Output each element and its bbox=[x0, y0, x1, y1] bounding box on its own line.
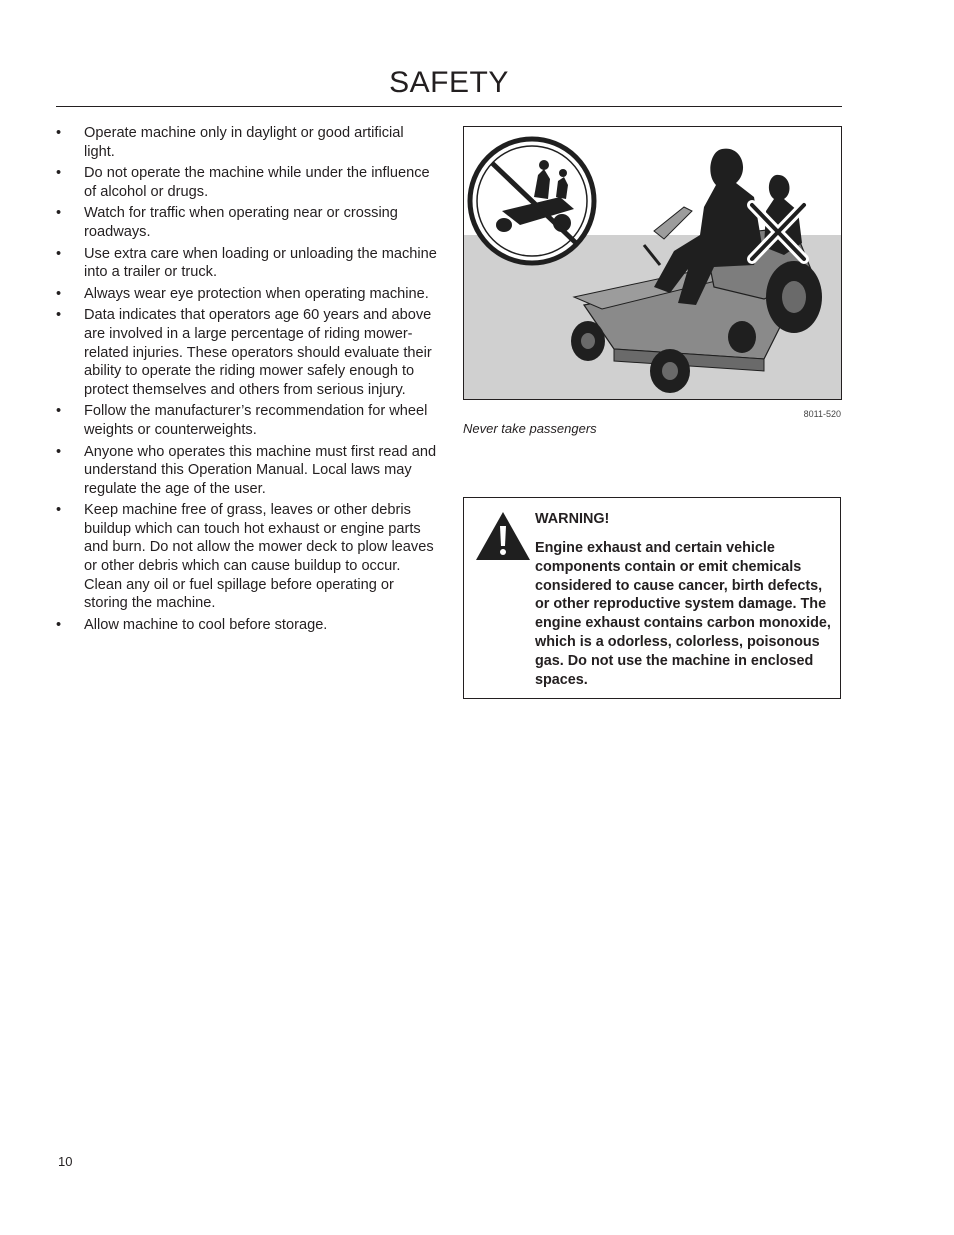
list-item-text: Use extra care when loading or unloading the machine into a trailer or truck. bbox=[84, 245, 437, 281]
page-title: SAFETY bbox=[389, 66, 509, 99]
list-item-text: Do not operate the machine while under the influence of alcohol or drugs. bbox=[84, 165, 430, 200]
warning-triangle-icon bbox=[474, 510, 532, 562]
rear-caster bbox=[728, 321, 756, 353]
list-item: • Data indicates that operators age 60 years and above are involved in a large percentage of riding mower-related injuries. These operators should evaluate their ability to operate the riding mower safely enough to protect themselves and others from serious injury. bbox=[56, 307, 432, 398]
list-item-text: Operate machine only in daylight or good artificial light. bbox=[84, 125, 404, 160]
list-item: • Allow machine to cool before storage. bbox=[56, 616, 328, 633]
list-item: • Use extra care when loading or unloading the machine into a trailer or truck. bbox=[56, 245, 437, 281]
list-item-text: Data indicates that operators age 60 years and above are involved in a large percentage of riding mower-related injuries. These operators should evaluate their ability to operate the riding mower safely enough to protect themselves and others from serious injury. bbox=[84, 307, 432, 398]
list-item-text: Anyone who operates this machine must first read and understand this Operation Manual. Local laws may regulate the age of the user. bbox=[84, 443, 437, 497]
figure-caption: Never take passengers bbox=[463, 421, 597, 436]
list-item-text: Always wear eye protection when operating machine. bbox=[84, 285, 429, 302]
passenger-illustration bbox=[463, 126, 842, 400]
list-item-text: Keep machine free of grass, leaves or other debris buildup which can touch hot exhaust or engine parts and burn. Do not allow the mower deck to plow leaves or other debris which can cause buildup to occur. Clean any oil or fuel spillage before operating or storing the machine. bbox=[84, 502, 434, 612]
warning-box bbox=[463, 497, 841, 699]
list-item: • Anyone who operates this machine must first read and understand this Operation Manual. Local laws may regulate the age of the user. bbox=[56, 443, 437, 497]
list-item-text: Allow machine to cool before storage. bbox=[84, 616, 328, 633]
warning-text: Engine exhaust and certain vehicle components contain or emit chemicals considered to cause cancer, birth defects, or other reproductive system damage. The engine exhaust contains carbon monoxide, which is a odorless, colorless, poisonous gas. Do not use the machine in enclosed spaces. bbox=[535, 540, 831, 688]
list-item: • Follow the manufacturer’s recommendation for wheel weights or counterweights. bbox=[56, 403, 428, 438]
list-item: • Watch for traffic when operating near or crossing roadways. bbox=[56, 205, 398, 240]
safety-bullet-list bbox=[56, 124, 438, 637]
figure-code: 8011-520 bbox=[803, 409, 841, 419]
list-item: • Always wear eye protection when operating machine. bbox=[56, 285, 429, 302]
list-item: • Operate machine only in daylight or good artificial light. bbox=[56, 125, 404, 160]
rear-wheel-hub bbox=[782, 281, 806, 313]
page-number: 10 bbox=[58, 1154, 73, 1169]
title-divider bbox=[56, 106, 842, 107]
mower-illustration bbox=[464, 127, 841, 399]
list-item-text: Watch for traffic when operating near or crossing roadways. bbox=[84, 205, 398, 240]
list-item: • Do not operate the machine while under the influence of alcohol or drugs. bbox=[56, 165, 430, 200]
list-item: • Keep machine free of grass, leaves or other debris buildup which can touch hot exhaust or engine parts and burn. Do not allow the mower deck to plow leaves or other debris which can cause buildup to occur. Clean any oil or fuel spillage before operating or storing the machine. bbox=[56, 502, 434, 612]
control-lever bbox=[654, 207, 692, 239]
list-item-text: Follow the manufacturer’s recommendation for wheel weights or counterweights. bbox=[84, 403, 428, 438]
warning-title: WARNING! bbox=[535, 511, 610, 527]
no-passengers-prohibition-icon bbox=[470, 139, 594, 263]
